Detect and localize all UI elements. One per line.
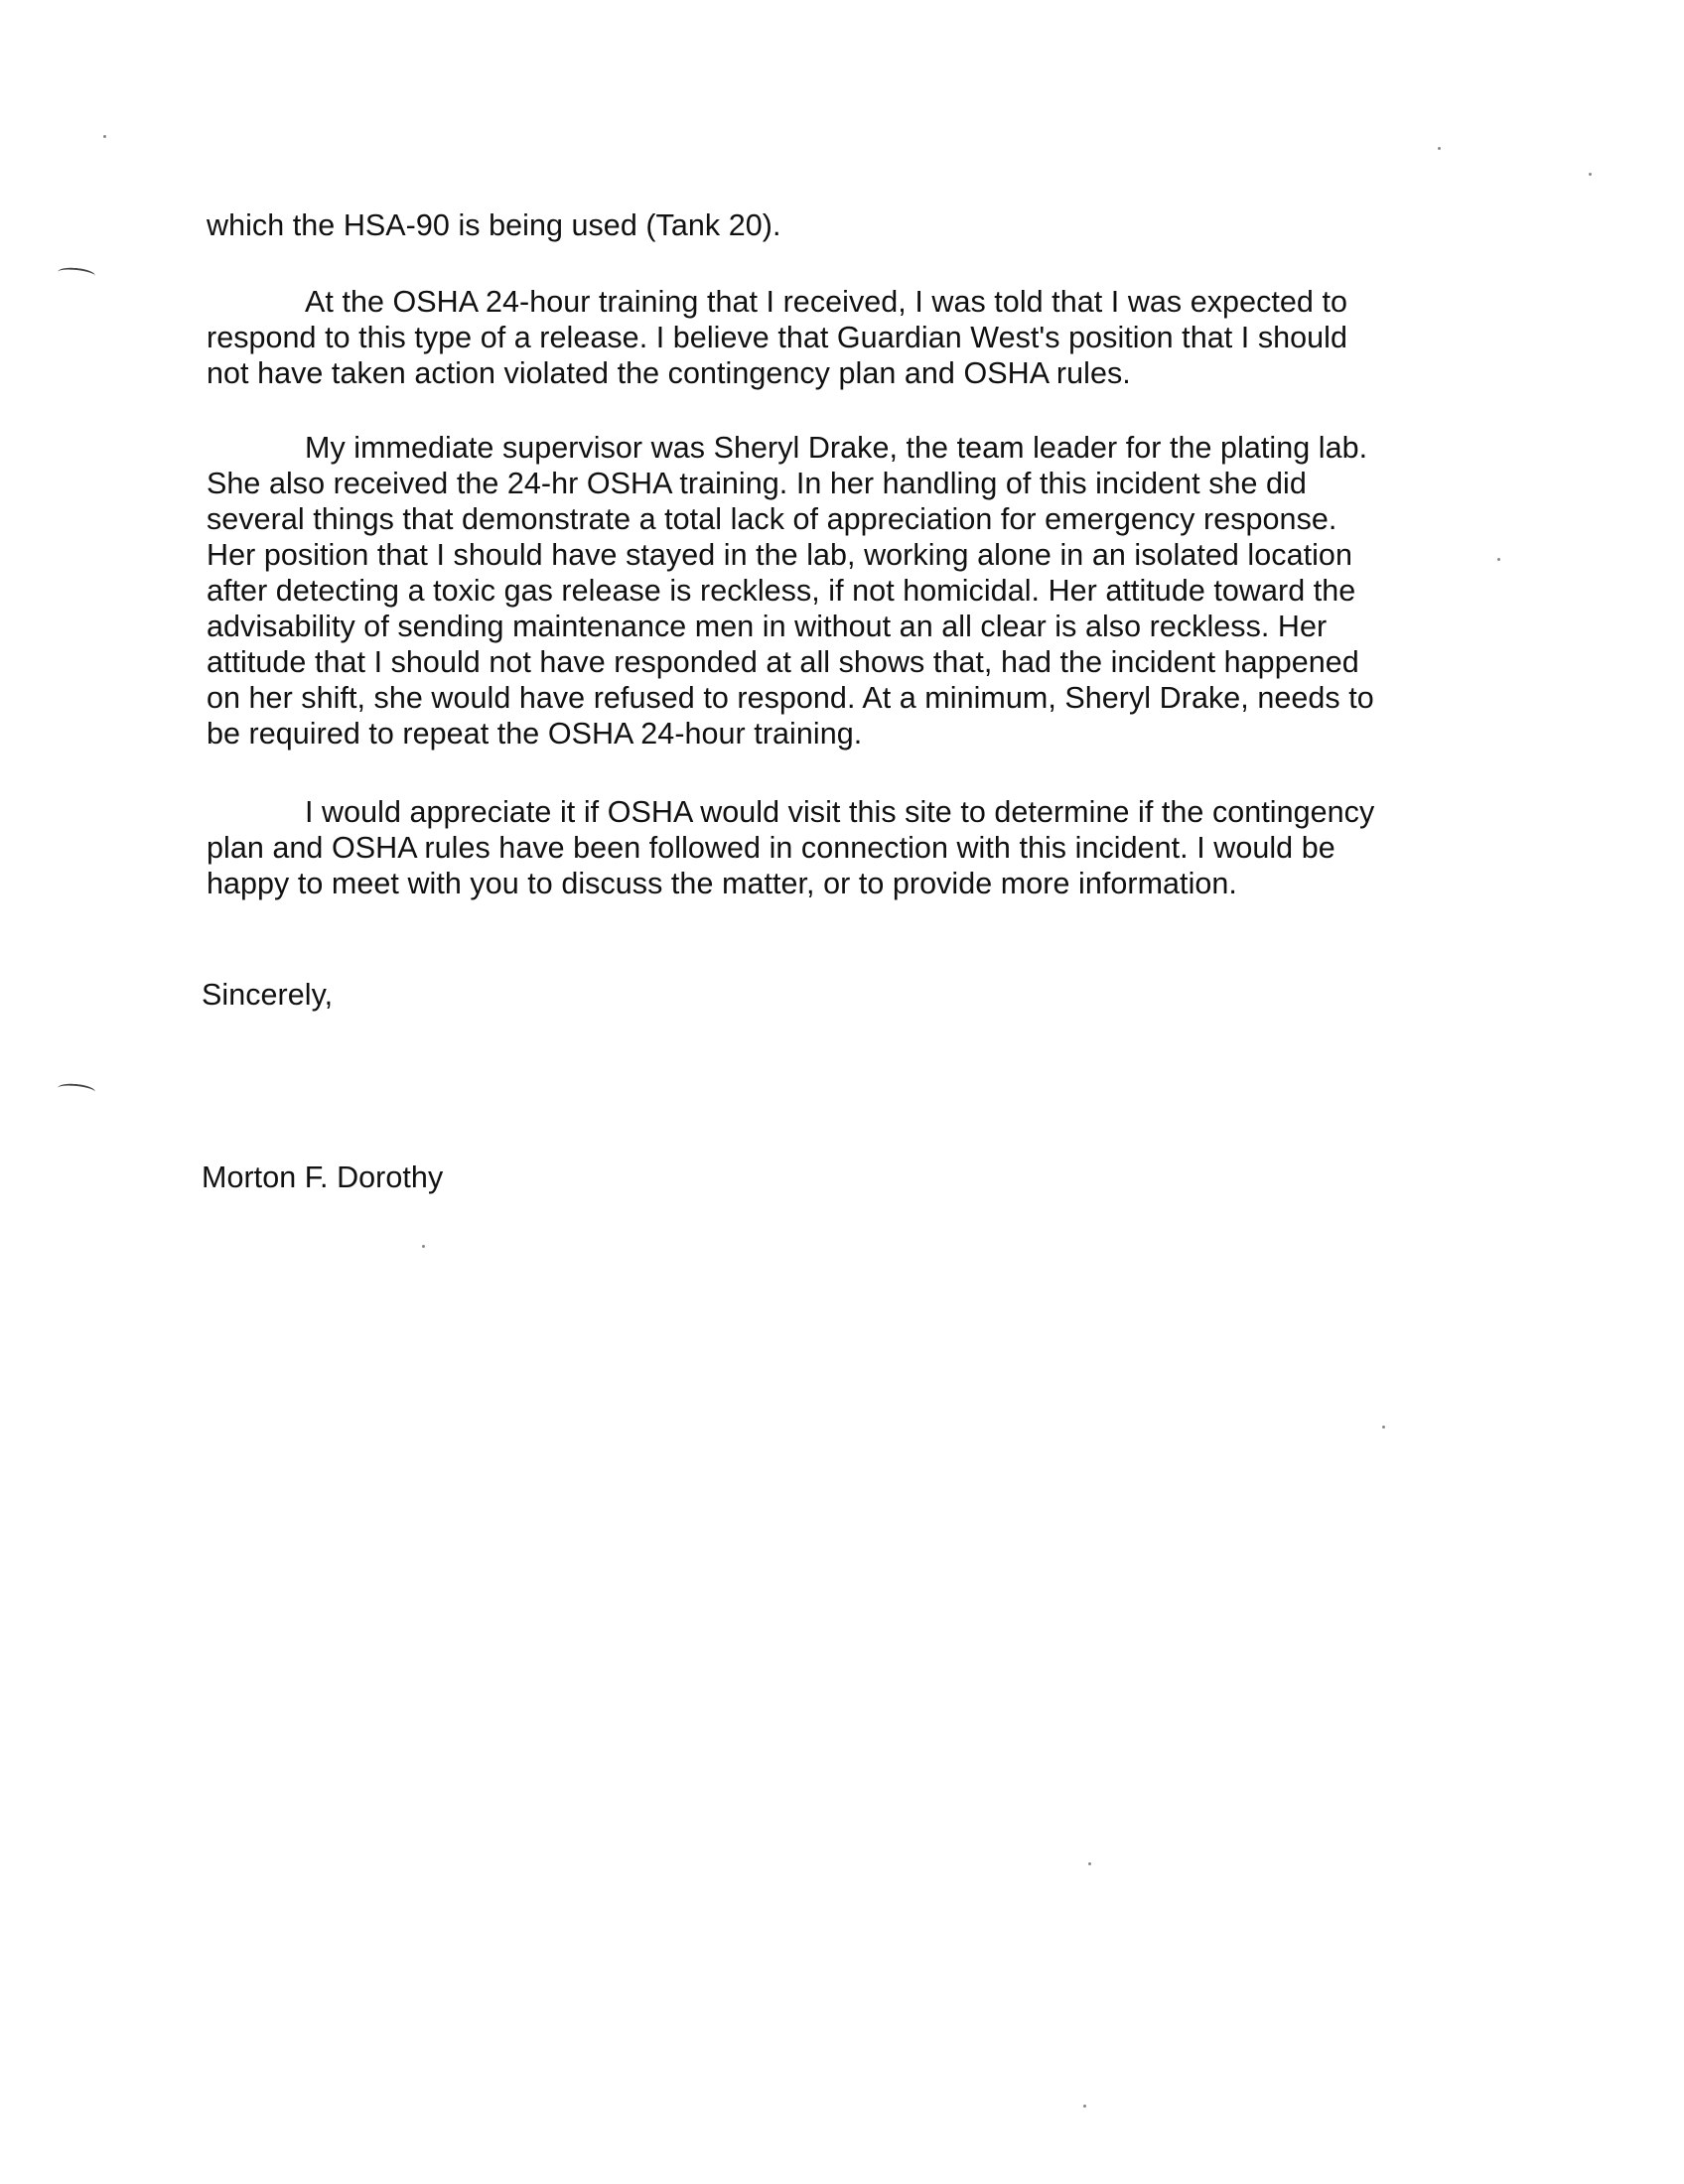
scan-artifact-mark [57,1082,95,1098]
paragraph-4-line-2: plan and OSHA rules have been followed in connection with this incident. I would be [207,831,1335,865]
closing-salutation: Sincerely, [202,978,334,1012]
paragraph-3-line-5: after detecting a toxic gas release is reckless, if not homicidal. Her attitude toward the [207,574,1356,608]
paragraph-3-line-1: My immediate supervisor was Sheryl Drake, the team leader for the plating lab. [305,431,1368,465]
paragraph-2-line-3: not have taken action violated the contingency plan and OSHA rules. [207,356,1131,390]
paragraph-3-line-4: Her position that I should have stayed in the lab, working alone in an isolated location [207,538,1352,572]
scan-speck [103,135,106,138]
paragraph-3-line-2: She also received the 24-hr OSHA training. In her handling of this incident she did [207,467,1307,500]
paragraph-3-line-7: attitude that I should not have responded at all shows that, had the incident happened [207,645,1359,679]
scan-speck [1589,173,1592,176]
paragraph-3-line-3: several things that demonstrate a total lack of appreciation for emergency response. [207,502,1337,536]
paragraph-4-line-1: I would appreciate it if OSHA would visit this site to determine if the contingency [305,795,1375,829]
scan-speck [1438,147,1441,150]
paragraph-3-line-8: on her shift, she would have refused to respond. At a minimum, Sheryl Drake, needs to [207,681,1374,715]
scan-artifact-mark [57,266,95,282]
paragraph-1-line-1: which the HSA-90 is being used (Tank 20). [207,208,781,242]
scan-speck [1497,558,1500,561]
paragraph-2-line-1: At the OSHA 24-hour training that I received, I was told that I was expected to [305,285,1347,319]
scan-speck [1088,1862,1091,1865]
paragraph-4-line-3: happy to meet with you to discuss the matter, or to provide more information. [207,867,1237,900]
scan-speck [1382,1426,1385,1429]
paragraph-3-line-9: be required to repeat the OSHA 24-hour training. [207,717,863,751]
scan-speck [422,1245,425,1248]
scan-speck [1083,2105,1086,2108]
signature-name: Morton F. Dorothy [202,1160,444,1194]
paragraph-2-line-2: respond to this type of a release. I believe that Guardian West's position that I should [207,321,1347,354]
paragraph-3-line-6: advisability of sending maintenance men in without an all clear is also reckless. Her [207,610,1328,643]
